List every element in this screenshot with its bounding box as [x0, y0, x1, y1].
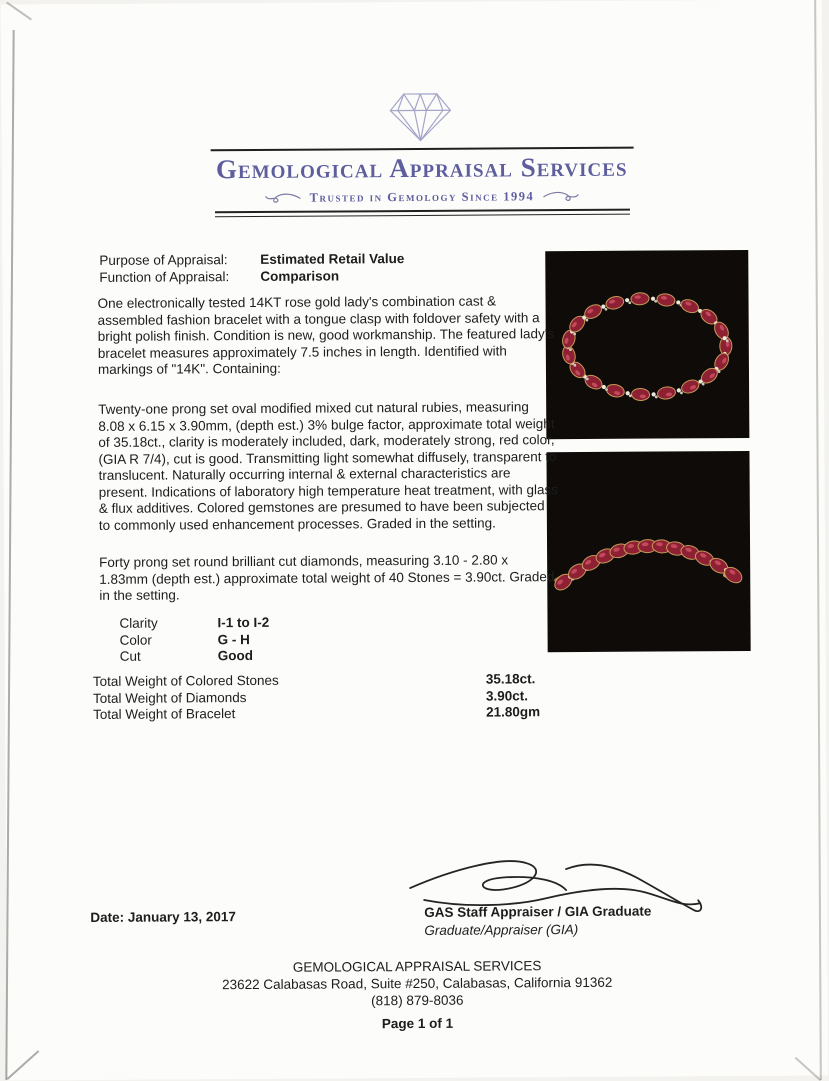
- description-paragraph-3: Forty prong set round brilliant cut diamonds, measuring 3.10 - 2.80 x 1.83mm (depth est.) approximate total weight of 40 Stones = 3.90ct. Graded in the setting.: [99, 552, 555, 603]
- description-paragraph-1: One electronically tested 14KT rose gold lady's combination cast & assembled fashion bracelet with a tongue clasp with foldover safety with a bright polish finish. Condition is new, good workmanship. The featured lady's bracelet measures approximately 7.5 inches in length. Identified with markings of "14K". Containing:: [97, 293, 555, 377]
- flourish-right-icon: [543, 190, 579, 203]
- grade-row-color: [120, 631, 270, 648]
- bracelet-photo-top: [545, 250, 749, 439]
- diamond-logo-icon: [375, 80, 465, 151]
- tagline-row: [212, 189, 632, 207]
- cut-label: Cut: [119, 648, 141, 664]
- footer-org-name: GEMOLOGICAL APPRAISAL SERVICES: [292, 958, 542, 975]
- purpose-row: [99, 251, 404, 269]
- grade-row-cut: [120, 648, 270, 665]
- color-label: Color: [119, 632, 152, 648]
- purpose-label: Purpose of Appraisal:: [99, 252, 228, 268]
- cut-value: Good: [217, 647, 253, 664]
- date-value: January 13, 2017: [127, 909, 236, 925]
- diamonds-value: 3.90ct.: [485, 687, 529, 704]
- function-label: Function of Appraisal:: [99, 268, 230, 285]
- date-label: Date:: [90, 909, 125, 925]
- clarity-value: I-1 to I-2: [217, 614, 270, 631]
- bracelet-value: 21.80gm: [486, 704, 541, 720]
- appraisal-document-page: [1, 0, 829, 1080]
- function-row: [99, 268, 404, 286]
- diamonds-label: Total Weight of Diamonds: [92, 689, 247, 706]
- tagline-text: Trusted in Gemology Since 1994: [309, 189, 535, 205]
- page-number: Page 1 of 1: [381, 1015, 454, 1032]
- function-value: Comparison: [260, 267, 340, 284]
- org-name-title: Gemological Appraisal Services: [215, 151, 628, 185]
- purpose-value: Estimated Retail Value: [260, 251, 405, 267]
- date-line: [90, 909, 236, 926]
- footer-address: 23622 Calabasas Road, Suite #250, Calabasas, California 91362: [222, 974, 613, 993]
- total-row-bracelet: [93, 704, 573, 723]
- color-value: G - H: [217, 631, 250, 647]
- colored-stones-value: 35.18ct.: [485, 671, 536, 687]
- footer-phone: (818) 879-8036: [371, 992, 464, 1009]
- flourish-left-icon: [265, 192, 301, 205]
- description-paragraph-2: Twenty-one prong set oval modified mixed cut natural rubies, measuring 8.08 x 6.15 x 3.90mm, (depth est.) 3% bulge factor, approximate total weight of 35.18ct., clarity is moderately included, dark, moderately strong, red color, (GIA R 7/4), cut is good. Transmitting light somewhat diffusely, transparent to translucent. Naturally occurring internal & external characteristics are present. Indications of laboratory high temperature heat treatment, with glass & flux additives. Colored gemstones are presumed to have been subjected to commonly used enhancement processes. Graded in the setting.: [98, 399, 559, 533]
- colored-stones-label: Total Weight of Colored Stones: [92, 672, 279, 689]
- clarity-label: Clarity: [119, 615, 158, 631]
- bracelet-photo-bottom: [546, 451, 750, 652]
- appraisal-meta: [99, 251, 404, 286]
- weight-totals-table: [93, 671, 573, 723]
- bracelet-label: Total Weight of Bracelet: [93, 706, 236, 722]
- diamond-grades-table: [119, 615, 269, 665]
- bracelet-photos: [545, 250, 750, 652]
- footer: [7, 955, 828, 1034]
- grade-row-clarity: [119, 615, 269, 632]
- signer-subtitle: Graduate/Appraiser (GIA): [424, 922, 579, 938]
- header-rule-bottom: [215, 209, 630, 218]
- signer-title: GAS Staff Appraiser / GIA Graduate: [424, 903, 652, 920]
